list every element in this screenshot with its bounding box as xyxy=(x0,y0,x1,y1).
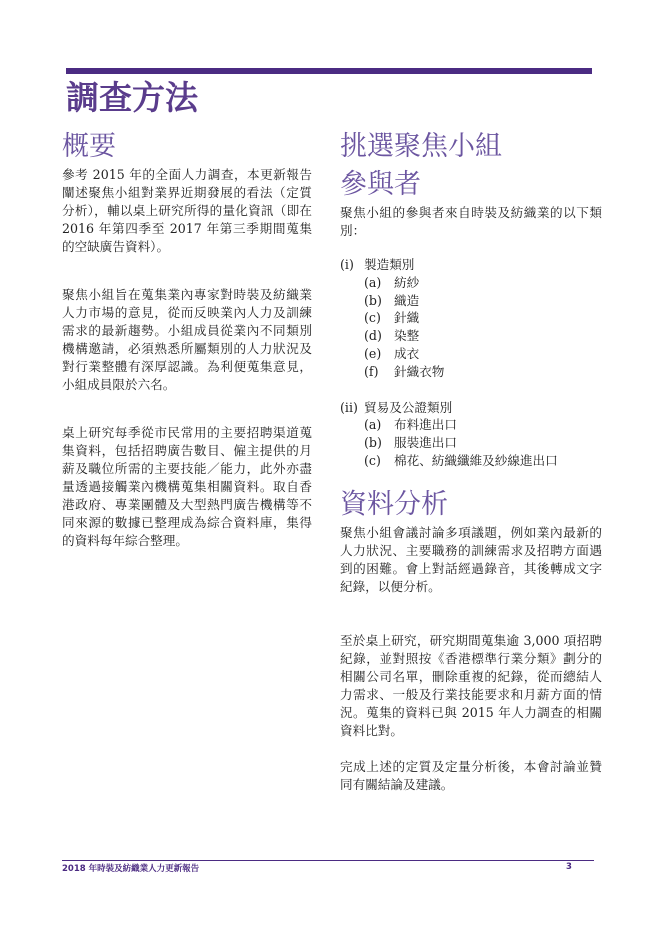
list-item xyxy=(364,363,602,381)
participants-intro: 聚焦小組的參與者來自時裝及紡織業的以下類別： xyxy=(340,205,602,238)
page-title: 調查方法 xyxy=(66,78,198,117)
participants-heading-line2: 參與者 xyxy=(340,169,421,200)
group-number: (i) xyxy=(340,257,354,272)
analysis-paragraph-1: 聚焦小組會議討論多項議題，例如業內最新的人力狀況、主要職務的訓練需求及招聘方面遇到的困難。會上對話經過錄音，其後轉成文字紀錄，以便分析。 xyxy=(340,524,602,594)
item-text: 織造 xyxy=(394,292,420,308)
footer-report-title: 2018 年時裝及紡織業人力更新報告 xyxy=(62,864,200,874)
list-item xyxy=(364,434,602,452)
item-letter: (d) xyxy=(364,328,382,344)
list-item xyxy=(364,345,602,363)
item-letter: (b) xyxy=(364,435,382,451)
item-text: 針織 xyxy=(394,310,420,326)
analysis-heading: 資料分析 xyxy=(340,488,448,520)
participant-categories xyxy=(340,256,602,470)
item-letter: (e) xyxy=(364,345,382,361)
list-item xyxy=(364,327,602,345)
item-text: 染整 xyxy=(394,328,420,344)
list-item xyxy=(364,309,602,327)
item-text: 服裝進出口 xyxy=(394,435,457,451)
analysis-paragraph-3: 完成上述的定質及定量分析後，本會討論並贊同有關結論及建議。 xyxy=(340,758,602,792)
item-letter: (f) xyxy=(364,363,379,379)
item-letter: (b) xyxy=(364,292,382,308)
overview-paragraph-3: 桌上研究每季從市民常用的主要招聘渠道蒐集資料，包括招聘廣告數目、僱主提供的月薪及職位所需的主要技能／能力，此外亦盡量透過接觸業內機構蒐集相關資料。取自香港政府、專業團體及大型熱門廣告機構等不同來源的數據已整理成為綜合資料庫，集得的資料每年綜合整理。 xyxy=(62,425,312,548)
footer-page-number: 3 xyxy=(566,862,572,872)
group-number: (ii) xyxy=(340,399,358,415)
overview-heading: 概要 xyxy=(62,131,116,162)
list-item xyxy=(364,452,602,470)
item-letter: (c) xyxy=(364,310,381,326)
item-text: 布料進出口 xyxy=(394,417,457,433)
right-column xyxy=(340,128,602,794)
participants-heading-line1: 挑選聚焦小組 xyxy=(340,131,502,162)
footer-rule xyxy=(62,860,594,861)
item-letter: (c) xyxy=(364,452,381,468)
list-item xyxy=(364,274,602,292)
overview-paragraph-2: 聚焦小組旨在蒐集業內專家對時裝及紡織業人力市場的意見，從而反映業內人力及訓練需求的最新趨勢。小組成員從業內不同類別機構邀請，必須熟悉所屬類別的人力狀況及對行業整體有深厚認識。為利便蒐集意見，小組成員限於六名。 xyxy=(62,287,312,392)
item-text: 棉花、紡織纖維及紗線進出口 xyxy=(394,452,558,468)
list-item xyxy=(364,292,602,310)
overview-paragraph-1: 參考 2015 年的全面人力調查，本更新報告闡述聚焦小組對業界近期發展的看法（定質分析），輔以桌上研究所得的量化資訊（即在 2016 年第四季至 2017 年第三季期間蒐集的空缺廣告資料）。 xyxy=(62,167,312,254)
item-letter: (a) xyxy=(364,274,382,290)
group-label: 貿易及公證類別 xyxy=(364,399,453,415)
top-rule xyxy=(66,68,592,74)
item-text: 成衣 xyxy=(394,345,420,361)
item-text: 紡紗 xyxy=(394,274,420,290)
list-item xyxy=(364,416,602,434)
item-text: 針織衣物 xyxy=(394,363,445,379)
category-group xyxy=(340,399,602,470)
left-column xyxy=(62,128,312,550)
group-label: 製造類別 xyxy=(364,257,415,272)
item-letter: (a) xyxy=(364,417,382,433)
category-group xyxy=(340,256,602,381)
analysis-paragraph-2: 至於桌上研究，研究期間蒐集逾 3,000 項招聘紀錄，並對照按《香港標準行業分類》劃分的相關公司名單，刪除重複的紀錄，從而總結人力需求、一般及行業技能要求和月薪方面的情況。蒐集的資料已與 2015 年人力調查的相關資料比對。 xyxy=(340,632,602,738)
